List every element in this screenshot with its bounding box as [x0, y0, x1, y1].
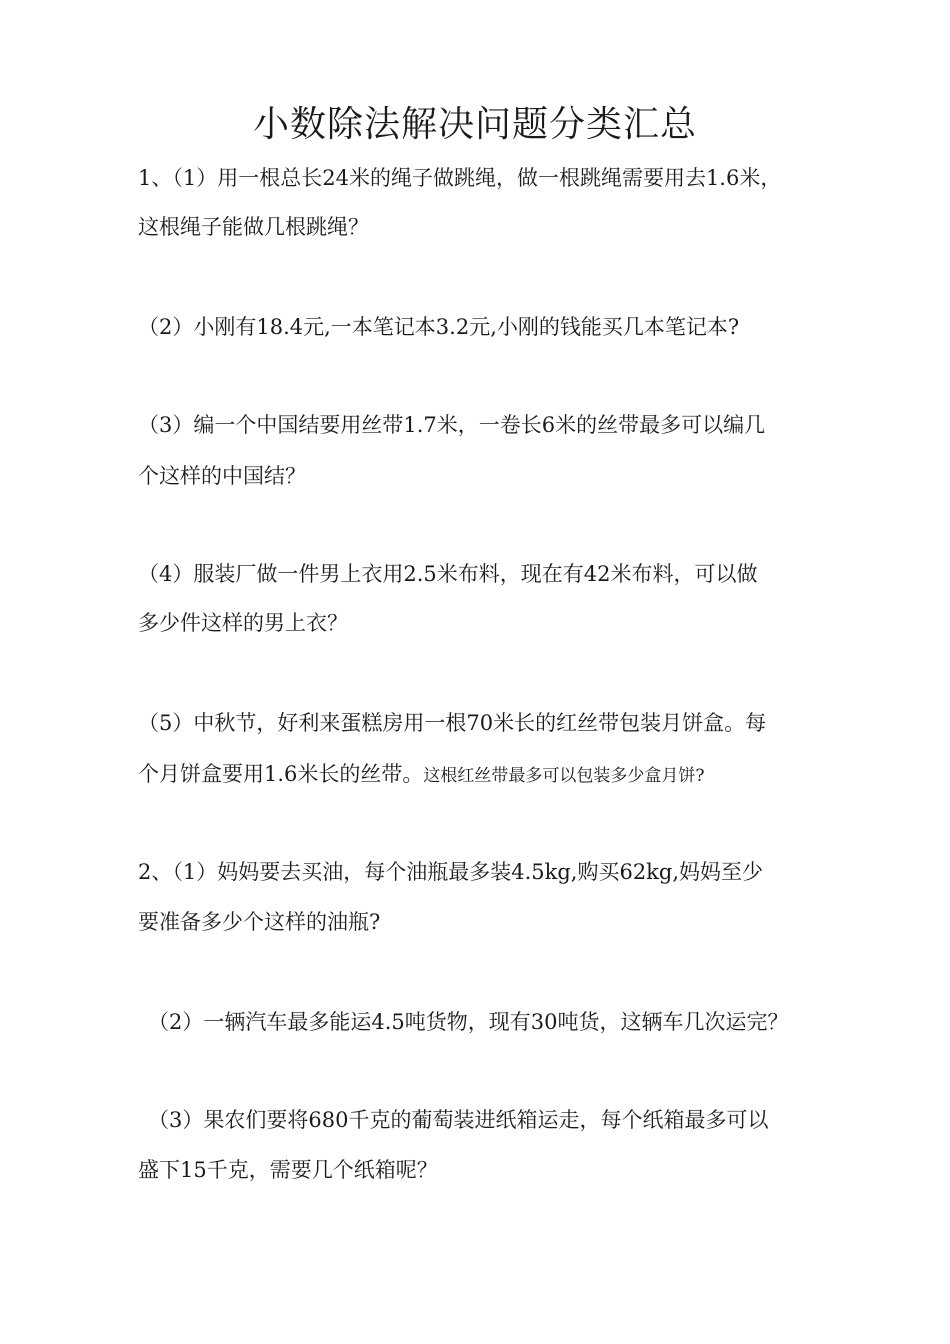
s1-q3-line1: （3）编一个中国结要用丝带1.7米，一卷长6米的丝带最多可以编几 [138, 413, 766, 437]
s1-q1-line1: 1、（1）用一根总长24米的绳子做跳绳，做一根跳绳需要用去1.6米， [138, 166, 782, 190]
s1-q5-line2a: 个月饼盒要用1.6米长的丝带。 [138, 762, 424, 786]
s2-q3-line2: 盛下15千克，需要几个纸箱呢？ [138, 1158, 438, 1182]
s2-q3-line1: （3）果农们要将680千克的葡萄装进纸箱运走，每个纸箱最多可以 [148, 1108, 769, 1132]
s2-q1-line1: 2、（1）妈妈要去买油，每个油瓶最多装4.5kg,购买62kg,妈妈至少 [138, 860, 764, 884]
s1-q5-line1: （5）中秋节，好利来蛋糕房用一根70米长的红丝带包装月饼盒。每 [138, 711, 767, 735]
s1-q4-line2: 多少件这样的男上衣？ [138, 611, 348, 635]
s1-q2-line1: （2）小刚有18.4元,一本笔记本3.2元,小刚的钱能买几本笔记本? [138, 315, 740, 339]
page-title: 小数除法解决问题分类汇总 [252, 104, 697, 145]
s1-q4-line1: （4）服装厂做一件男上衣用2.5米布料，现在有42米布料，可以做 [138, 562, 758, 586]
s2-q2-line1: （2）一辆汽车最多能运4.5吨货物，现有30吨货，这辆车几次运完？ [148, 1010, 789, 1034]
s2-q1-line2: 要准备多少个这样的油瓶? [138, 910, 381, 934]
s1-q1-line2: 这根绳子能做几根跳绳？ [138, 215, 369, 239]
s1-q5-line2b: 这根红丝带最多可以包装多少盒月饼? [423, 766, 705, 786]
s1-q3-line2: 个这样的中国结？ [138, 464, 306, 488]
s1-q5-line2 [138, 759, 705, 791]
